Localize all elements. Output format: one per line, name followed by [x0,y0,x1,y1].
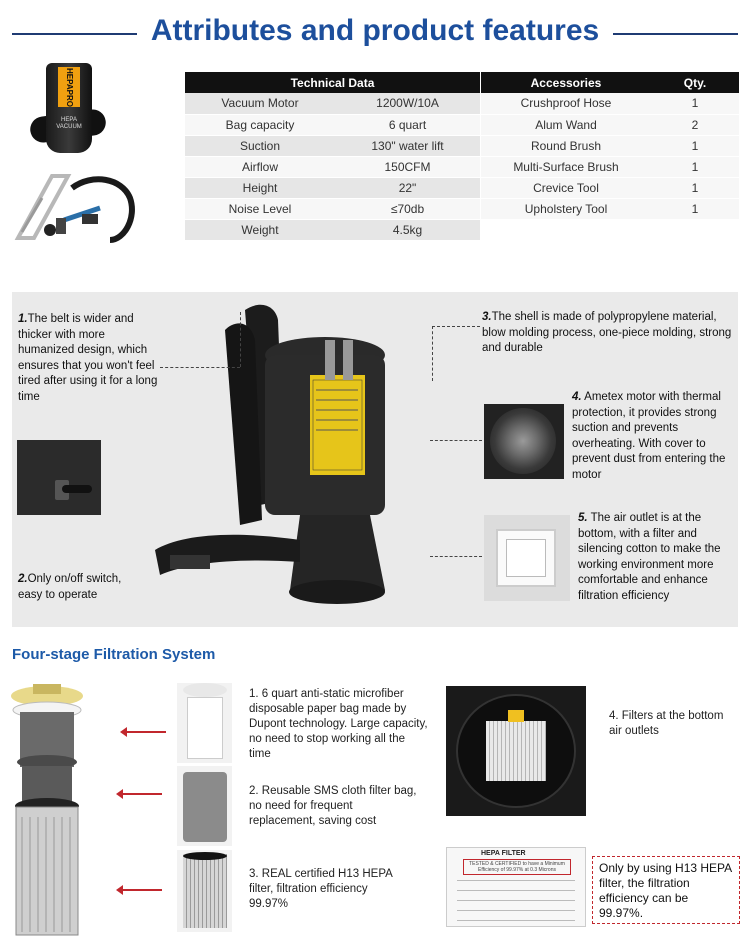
feature-3-number: 3. [482,311,492,323]
feature-3-connector [432,326,480,327]
feature-5 [578,511,738,604]
feature-4 [572,390,738,483]
table-row [185,198,480,219]
backpack-vacuum-image [150,300,400,620]
stage-1-text: 1. 6 quart anti-static microfiber disposable paper bag made by Dupont technology. Large capacity, no need to stop working all the time [249,688,428,760]
stage-2-text: 2. Reusable SMS cloth filter bag, no need for frequent replacement, saving cost [249,785,417,827]
accessories-header: Accessories [481,72,651,93]
feature-1-text: The belt is wider and thicker with more humanized design, which ensures that you won't feel tired after using it for a long time [18,313,158,403]
spec-name: Noise Level [185,198,335,219]
table-row [481,114,739,135]
page-title: Attributes and product features [150,14,600,47]
technical-data-table [185,72,480,241]
paper-bag-image [177,683,232,763]
switch-closeup-image [17,440,101,515]
filtration-title: Four-stage Filtration System [12,646,216,663]
accessory-name: Multi-Surface Brush [481,156,651,177]
accessories-table [481,72,739,220]
outlet-filter-image [446,686,586,816]
spec-name: Airflow [185,156,335,177]
table-row [481,93,739,114]
certificate-title: HEPA FILTER [481,850,526,857]
spec-value: 22" [335,177,480,198]
hepa-filter-image [177,850,232,932]
table-row [185,156,480,177]
feature-3-text: The shell is made of polypropylene material, blow molding process, one-piece molding, strong and durable [482,311,732,354]
stage-4-text: 4. Filters at the bottom air outlets [609,710,724,737]
hepa-callout: Only by using H13 HEPA filter, the filtration efficiency can be 99.97%. [592,856,740,924]
cloth-filter-image [177,766,232,846]
feature-5-text: The air outlet is at the bottom, with a filter and silencing cotton to make the working environment more comfortable and enhance filtration efficiency [578,512,721,602]
accessory-qty: 1 [651,135,739,156]
filter-stack-image [8,682,86,940]
qty-header: Qty. [651,72,739,93]
spec-name: Suction [185,135,335,156]
spec-value: 150CFM [335,156,480,177]
accessory-qty: 2 [651,114,739,135]
feature-1-number: 1. [18,313,28,325]
feature-4-text: Ametex motor with thermal protection, it provides strong suction and prevents overheating. With cover to prevent dust from entering the motor [572,391,726,481]
accessory-name: Alum Wand [481,114,651,135]
cotton-filter-image [484,515,570,601]
accessory-qty: 1 [651,93,739,114]
spec-name: Weight [185,219,335,240]
hepa-certificate-image [446,847,586,927]
feature-1-connector-v [240,312,241,367]
spec-value: 6 quart [335,114,480,135]
table-row [185,114,480,135]
spec-value: ≤70db [335,198,480,219]
feature-5-number: 5. [578,512,588,524]
table-row [185,135,480,156]
accessory-name: Crushproof Hose [481,93,651,114]
brand-badge: HEPAPRO [58,67,80,107]
certificate-subtitle: TESTED & CERTIFIED to have a Minimum Efficiency of 99.97% at 0.3 Microns [463,859,571,875]
arrow-stage-3 [122,889,162,891]
feature-4-connector [430,440,482,441]
spec-name: Height [185,177,335,198]
table-row [481,156,739,177]
feature-3 [482,310,732,357]
spec-value: 130" water lift [335,135,480,156]
feature-2-text: Only on/off switch, easy to operate [18,573,122,601]
vacuum-label-line2: VACUUM [56,124,82,130]
accessory-qty: 1 [651,177,739,198]
spec-value: 4.5kg [335,219,480,240]
feature-1 [18,312,158,405]
table-row [481,198,739,219]
accessory-qty: 1 [651,198,739,219]
accessory-name: Round Brush [481,135,651,156]
feature-5-connector [430,556,482,557]
table-row [481,135,739,156]
arrow-stage-1 [126,731,166,733]
stage-3-text: 3. REAL certified H13 HEPA filter, filtration efficiency 99.97% [249,868,393,910]
vacuum-label [46,117,92,131]
spec-name: Bag capacity [185,114,335,135]
table-row [185,219,480,240]
accessory-name: Upholstery Tool [481,198,651,219]
feature-2 [18,572,148,603]
motor-image [484,404,564,479]
accessories-thumbnail [12,168,142,250]
technical-data-header: Technical Data [185,72,480,93]
feature-1-connector [160,367,240,368]
feature-2-number: 2. [18,573,28,585]
accessory-name: Crevice Tool [481,177,651,198]
vacuum-label-line1: HEPA [61,117,77,123]
accessory-qty: 1 [651,156,739,177]
feature-3-connector-v [432,326,433,381]
spec-name: Vacuum Motor [185,93,335,114]
table-row [185,177,480,198]
table-row [481,177,739,198]
feature-4-number: 4. [572,391,582,403]
arrow-stage-2 [122,793,162,795]
vacuum-thumbnail [28,55,106,160]
table-row [185,93,480,114]
spec-value: 1200W/10A [335,93,480,114]
